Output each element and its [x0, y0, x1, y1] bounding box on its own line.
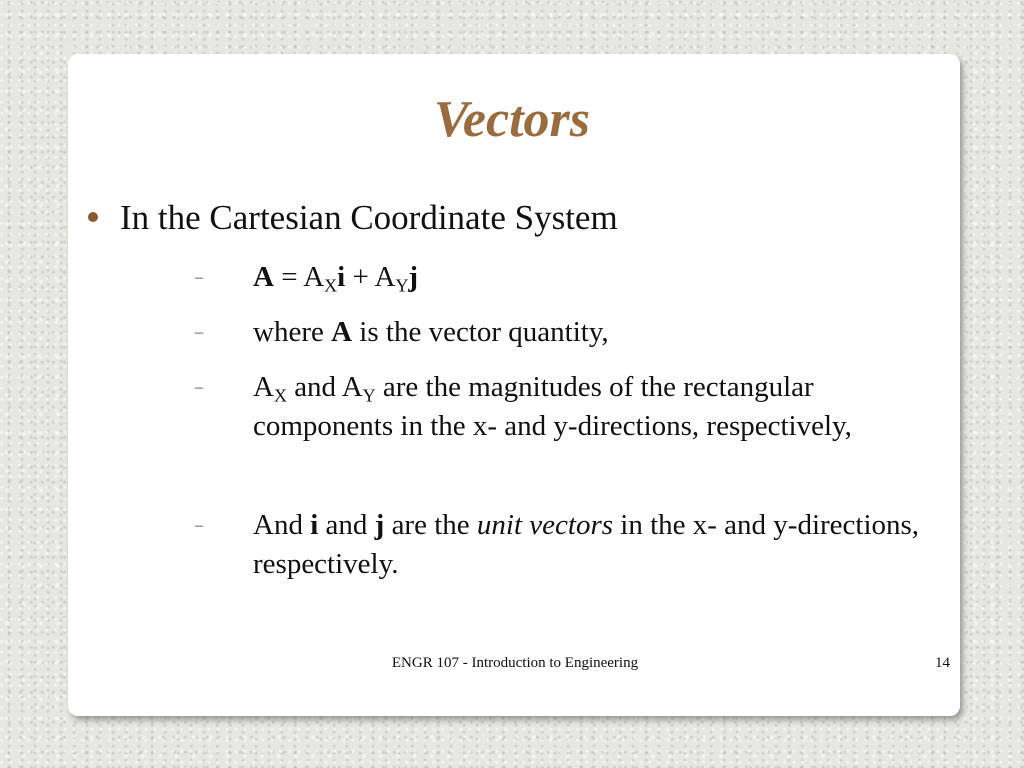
dash-icon: – — [195, 517, 203, 534]
equation-text — [253, 258, 943, 297]
eq-ay: A — [374, 261, 396, 293]
magnitudes-text: $A_X$ and $A_Y$ are the magnitudes of the rectangular components in the x- and y-directions, respectively, — [253, 371, 852, 442]
unit-vectors-text: And i and j are the unit vectors in the x- and y-directions, respectively. — [253, 509, 920, 580]
eq-ax: A — [303, 261, 325, 293]
eq-unit-i: i — [337, 261, 346, 293]
eq-sub-x: X — [324, 275, 338, 296]
slide-title: Vectors — [434, 91, 590, 148]
dash-icon: – — [195, 379, 203, 396]
where-text: where A is the vector quantity, — [253, 316, 609, 348]
slide-footer: ENGR 107 - Introduction to Engineering — [391, 655, 639, 671]
dash-icon: – — [195, 324, 203, 341]
eq-lhs: A — [253, 261, 274, 293]
page-number: 14 — [935, 655, 950, 671]
eq-plus: + — [345, 261, 375, 293]
bullet-text: In the Cartesian Coordinate System — [120, 198, 618, 237]
eq-equals: = — [273, 261, 304, 293]
eq-sub-y: Y — [395, 275, 409, 296]
eq-unit-j: j — [408, 261, 419, 293]
dash-icon: – — [195, 269, 203, 286]
bullet-dot-icon — [88, 212, 98, 222]
